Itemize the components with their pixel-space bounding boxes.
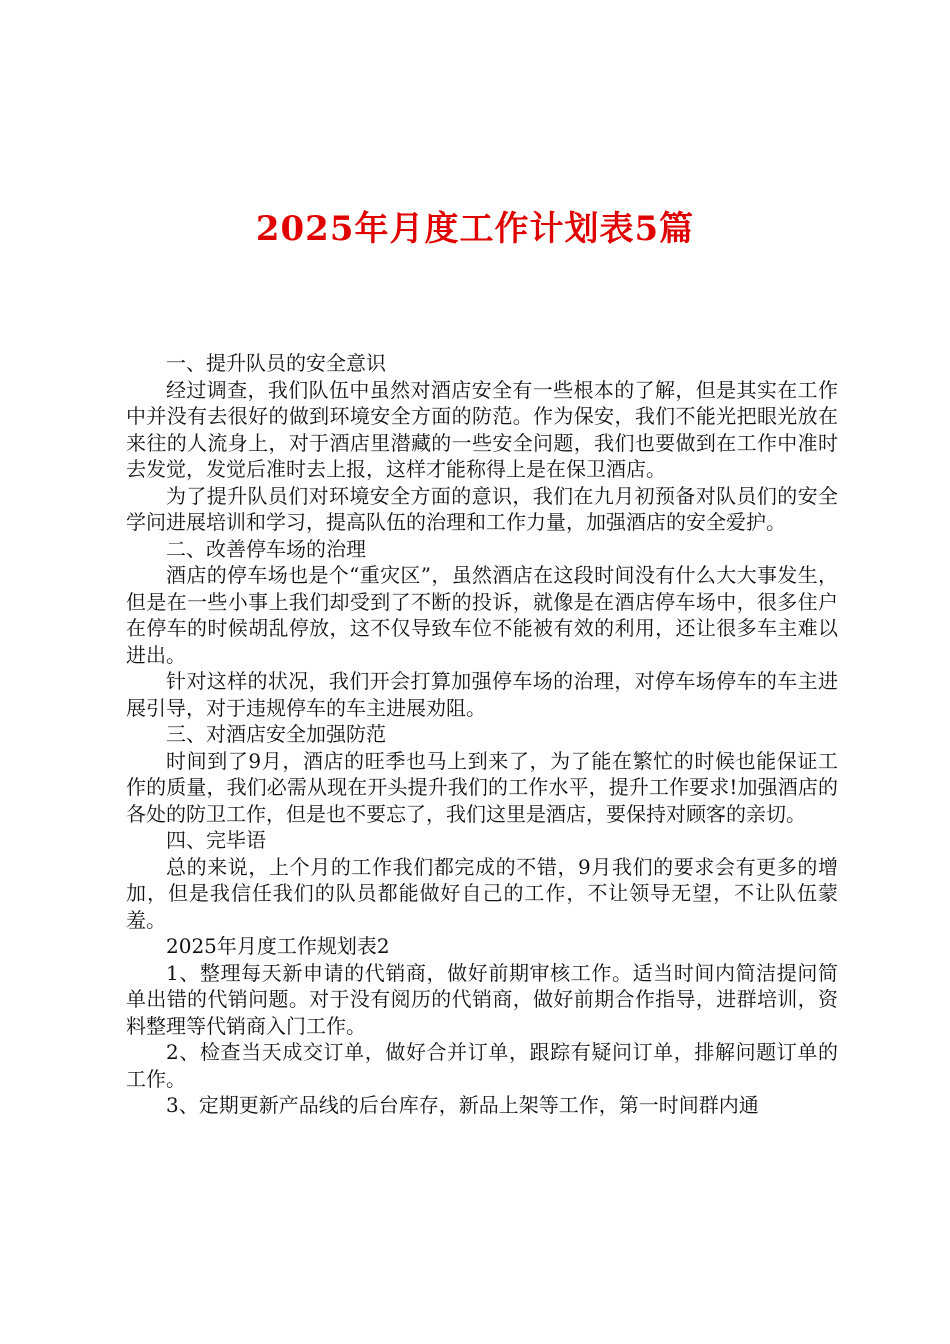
section-heading: 2025年月度工作规划表2 xyxy=(166,934,390,958)
section-heading: 二、改善停车场的治理 xyxy=(166,536,366,561)
paragraph: 总的来说，上个月的工作我们都完成的不错，9月我们的要求会有更多的增加，但是我信任我们的队员都能做好自己的工作，不让领导无望，不让队伍蒙羞。 xyxy=(126,854,838,932)
paragraph: 时间到了9月，酒店的旺季也马上到来了，为了能在繁忙的时候也能保证工作的质量，我们必需从现在开头提升我们的工作水平，提升工作要求!加强酒店的各处的防卫工作，但是也不要忘了，我们这里是酒店，要保持对顾客的亲切。 xyxy=(126,748,838,826)
paragraph: 1、整理每天新申请的代销商，做好前期审核工作。适当时间内简洁提问简单出错的代销问题。对于没有阅历的代销商，做好前期合作指导，进群培训，资料整理等代销商入门工作。 xyxy=(126,960,838,1038)
section-heading: 四、完毕语 xyxy=(166,828,266,852)
paragraph: 2、检查当天成交订单，做好合并订单，跟踪有疑问订单，排解问题订单的工作。 xyxy=(126,1040,838,1091)
document-title: 2025年月度工作计划表5篇 xyxy=(255,209,695,249)
section-heading: 三、对酒店安全加强防范 xyxy=(166,722,386,746)
section-heading: 一、提升队员的安全意识 xyxy=(166,351,386,375)
paragraph: 3、定期更新产品线的后台库存，新品上架等工作，第一时间群内通 xyxy=(166,1093,759,1117)
document-body xyxy=(126,350,838,1119)
paragraph: 酒店的停车场也是个“重灾区”，虽然酒店在这段时间没有什么大大事发生，但是在一些小事上我们却受到了不断的投诉，就像是在酒店停车场中，很多住户在停车的时候胡乱停放，这不仅导致车位不能被有效的利用，还让很多车主难以进出。 xyxy=(126,563,838,667)
paragraph: 经过调查，我们队伍中虽然对酒店安全有一些根本的了解，但是其实在工作中并没有去很好的做到环境安全方面的防范。作为保安，我们不能光把眼光放在来往的人流身上，对于酒店里潜藏的一些安全问题，我们也要做到在工作中准时去发觉，发觉后准时去上报，这样才能称得上是在保卫酒店。 xyxy=(126,377,838,481)
paragraph: 为了提升队员们对环境安全方面的意识，我们在九月初预备对队员们的安全学问进展培训和学习，提高队伍的治理和工作力量，加强酒店的安全爱护。 xyxy=(126,483,838,534)
paragraph: 针对这样的状况，我们开会打算加强停车场的治理，对停车场停车的车主进展引导，对于违规停车的车主进展劝阻。 xyxy=(126,669,838,720)
